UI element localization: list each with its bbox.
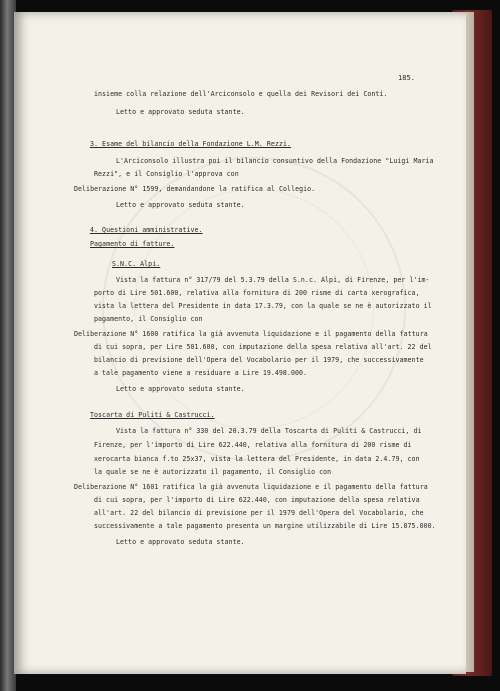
text-line: a tale pagamento viene a residuare a Lire 19.498.000.	[94, 369, 308, 377]
text-line: porto di Lire 501.600, relativa alla fornitura di 200 risme di carta xerografica,	[94, 289, 420, 297]
text-line: vista la lettera del Presidente in data 17.3.79, con la quale se ne è autorizzato il	[94, 302, 432, 310]
section-heading: 3. Esame del bilancio della Fondazione L.M. Rezzi.	[90, 140, 291, 148]
text-line: all'art. 22 del bilancio di previsione per il 1979 dell'Opera del Vocabolario, che	[94, 509, 424, 517]
text-line: Letto e approvato seduta stante.	[116, 538, 245, 546]
text-line: Vista la fattura n° 330 del 20.3.79 della Toscarta di Puliti & Castrucci, di	[116, 427, 422, 435]
text-line: Rezzi", e il Consiglio l'approva con	[94, 170, 239, 178]
text-line: Firenze, per l'importo di Lire 622.440, relativa alla fornitura di 200 risme di	[94, 441, 412, 449]
subsection-heading: Pagamento di fatture.	[90, 240, 175, 248]
text-line: bilancio di previsione dell'Opera del Vocabolario per il 1979, che successivamente	[94, 356, 424, 364]
text-line: la quale se ne è autorizzato il pagamento, il Consiglio con	[94, 468, 332, 476]
text-line: Letto e approvato seduta stante.	[116, 201, 245, 209]
page-number: 185.	[398, 74, 416, 82]
text-line: successivamente a tale pagamento presenta un margine utilizzabile di Lire 15.875.000.	[94, 522, 436, 530]
text-line: pagamento, il Consiglio con	[94, 315, 203, 323]
text-line: Vista la fattura n° 317/79 del 5.3.79 della S.n.c. Alpi, di Firenze, per l'im-	[116, 276, 430, 284]
vendor-heading: Toscarta di Puliti & Castrucci.	[90, 411, 215, 419]
deliberation-line: Deliberazione N° 1599, demandandone la ratifica al Collegio.	[74, 185, 316, 193]
deliberation-line: Deliberazione N° 1600 ratifica la già avvenuta liquidazione e il pagamento della fattura	[74, 330, 428, 338]
text-line: insieme colla relazione dell'Arciconsolo e quella dei Revisori dei Conti.	[94, 90, 388, 98]
text-line: xerocarta bianca f.to 25x37, vista la lettera del Presidente, in data 2.4.79, con	[94, 455, 420, 463]
text-line: Letto e approvato seduta stante.	[116, 385, 245, 393]
text-line: di cui sopra, per Lire 501.600, con imputazione della spesa relativa all'art. 22 del	[94, 343, 432, 351]
text-line: L'Arciconsolo illustra poi il bilancio consuntivo della Fondazione "Luigi Maria	[116, 157, 434, 165]
section-heading: 4. Questioni amministrative.	[90, 226, 203, 234]
document-page	[14, 12, 466, 674]
text-line: Letto e approvato seduta stante.	[116, 108, 245, 116]
vendor-heading: S.N.C. Alpi.	[112, 260, 161, 268]
text-line: di cui sopra, per l'importo di Lire 622.440, con imputazione della spesa relativa	[94, 496, 420, 504]
deliberation-line: Deliberazione N° 1601 ratifica la già avvenuta liquidazione e il pagamento della fattura	[74, 483, 428, 491]
